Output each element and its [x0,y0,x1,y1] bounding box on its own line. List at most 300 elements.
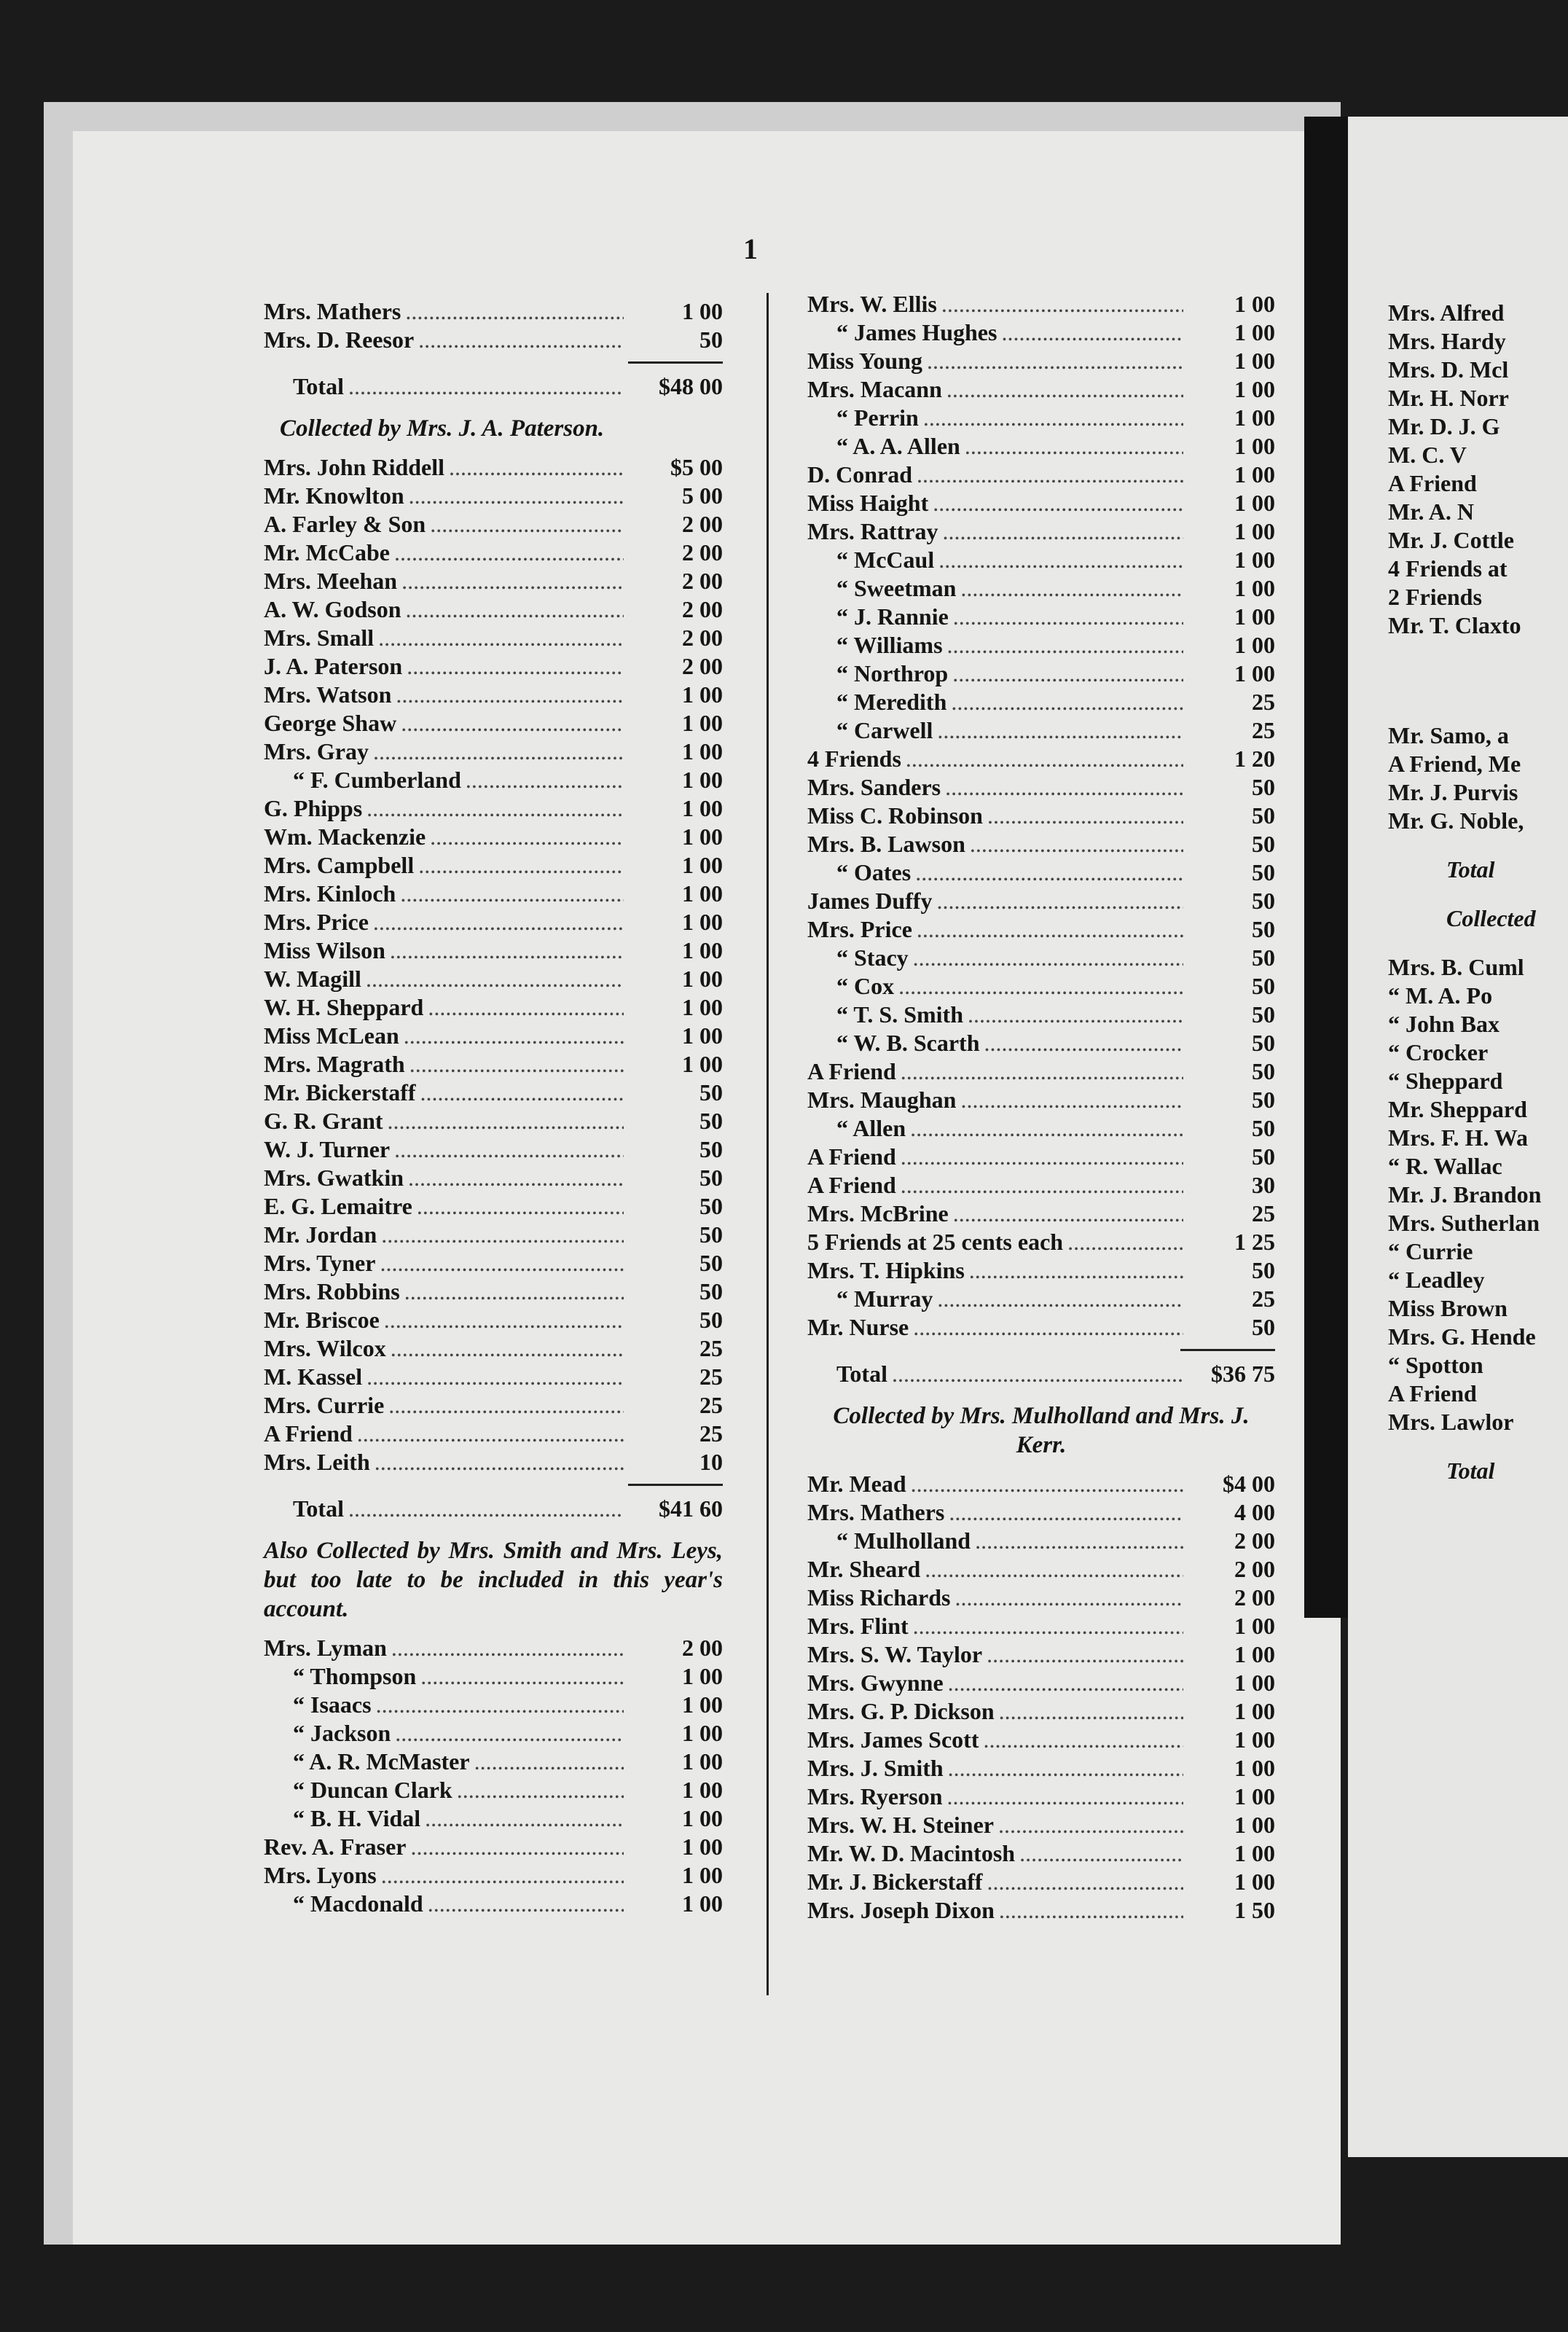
donor-row [264,595,723,624]
entry-amount: 50 [1252,774,1275,800]
partial-entry: Mrs. D. Mcl [1388,356,1509,383]
entry-amount: 1 00 [682,681,723,708]
donor-row [264,1192,723,1221]
leader-dots [418,851,624,880]
leader-dots [407,652,624,681]
entry-amount: 5 00 [682,482,723,509]
entry-amount: 50 [1252,831,1275,857]
leader-dots [388,1107,624,1135]
leader-dots [348,372,624,401]
donor-row [264,326,723,354]
entry-amount: 1 00 [682,880,723,907]
entry-name: Mrs. Ryerson [807,1783,943,1809]
entry-amount: 1 00 [1234,291,1275,317]
entry-amount: 4 00 [1234,1499,1275,1525]
entry-amount: 50 [1252,1001,1275,1028]
total-row [264,372,723,401]
leader-dots [405,297,624,326]
entry-amount: 30 [1252,1172,1275,1198]
leader-dots [417,1192,624,1221]
entry-amount: 2 00 [1234,1584,1275,1611]
donor-row [264,624,723,652]
entry-name: Mr. Sheard [807,1556,921,1582]
entry-amount: 50 [1252,1058,1275,1084]
leader-dots [366,1363,624,1391]
entry-name: “ Allen [836,1115,906,1141]
entry-name: Miss Wilson [264,937,385,963]
entry-name: “ Thompson [293,1663,417,1689]
entry-amount: 1 00 [1234,1840,1275,1866]
entry-amount: 50 [1252,973,1275,999]
leader-dots [430,510,624,539]
entry-name: W. J. Turner [264,1136,391,1162]
entry-name: Mrs. Magrath [264,1051,405,1077]
partial-entry: Mr. Samo, a [1388,722,1509,748]
entry-name: “ T. S. Smith [836,1001,963,1028]
donor-row [807,887,1275,915]
entry-amount: 1 00 [1234,1755,1275,1781]
donor-row [264,1334,723,1363]
partial-entry: Miss Brown [1388,1295,1508,1321]
leader-dots [375,1448,624,1476]
leader-dots [395,1719,624,1748]
leader-dots [983,1726,1183,1754]
entry-name: “ McCaul [836,547,935,573]
partial-entry: Collected [1446,905,1536,931]
leader-dots [960,1086,1183,1114]
entry-amount: 25 [699,1420,723,1447]
entry-name: Mrs. Price [264,909,369,935]
entry-name: Miss McLean [264,1022,399,1049]
entry-amount: 1 00 [1234,376,1275,402]
donor-row [264,737,723,766]
leader-dots [425,1804,624,1833]
entry-name: “ Oates [836,859,912,885]
donor-row [264,1691,723,1719]
partial-entry: “ M. A. Po [1388,982,1493,1009]
entry-name: “ W. B. Scarth [836,1030,980,1056]
entry-amount: 1 00 [1234,1698,1275,1724]
entry-name: M. Kassel [264,1363,363,1390]
entry-amount: 1 00 [1234,433,1275,459]
leader-dots [984,1029,1183,1057]
entry-name: A Friend [264,1420,353,1447]
leader-dots [910,1114,1183,1143]
donor-row [264,851,723,880]
section-heading: Also Collected by Mrs. Smith and Mrs. Leys, but too late to be included in this year's account. [264,1538,723,1622]
donor-row [807,1470,1275,1498]
leader-dots [430,823,624,851]
partial-entry: Mrs. G. Hende [1388,1323,1536,1350]
donor-row [807,1555,1275,1584]
entry-amount: 50 [1252,1030,1275,1056]
donor-row [264,1107,723,1135]
entry-amount: 50 [1252,916,1275,942]
entry-amount: 1 00 [682,823,723,850]
donor-row [807,1171,1275,1200]
partial-entry: M. C. V [1388,442,1467,468]
donor-row [264,936,723,965]
leader-dots [999,1896,1183,1925]
leader-dots [913,944,1183,972]
leader-dots [401,567,624,595]
leader-dots [388,1391,624,1420]
entry-name: Mrs. G. P. Dickson [807,1698,995,1724]
leader-dots [428,1890,624,1918]
entry-name: Miss Richards [807,1584,951,1611]
donor-row [264,1022,723,1050]
leader-dots [898,972,1183,1001]
leader-dots [357,1420,624,1448]
leader-dots [953,1200,1183,1228]
donor-row [807,1029,1275,1057]
donor-row [807,1498,1275,1527]
entry-name: Mrs. Wilcox [264,1335,386,1361]
leader-dots [1001,318,1183,347]
donor-row [264,1249,723,1277]
leader-dots [937,716,1183,745]
entry-name: Mrs. Currie [264,1392,385,1418]
entry-amount: 2 00 [682,511,723,537]
entry-amount: 2 00 [682,539,723,566]
donor-row [807,802,1275,830]
entry-amount: 1 00 [1234,1613,1275,1639]
entry-amount: 50 [1252,1257,1275,1283]
entry-name: Mrs. John Riddell [264,454,445,480]
entry-name: “ Macdonald [293,1890,423,1917]
donor-row [807,432,1275,461]
donor-row [264,908,723,936]
leader-dots [420,1079,624,1107]
leader-dots [396,681,624,709]
entry-amount: 1 00 [1234,632,1275,658]
leader-dots [391,1634,624,1662]
column-2 [807,290,1275,1925]
donor-row [807,660,1275,688]
entry-amount: 2 00 [682,1635,723,1661]
entry-amount: 25 [699,1363,723,1390]
entry-name: Mrs. Meehan [264,568,398,594]
entry-name: Mr. Mead [807,1471,906,1497]
entry-name: “ Jackson [293,1720,391,1746]
entry-amount: 1 00 [682,937,723,963]
entry-name: Total [293,373,344,399]
leader-dots [942,517,1183,546]
entry-amount: 1 00 [682,767,723,793]
donor-row [807,830,1275,858]
entry-amount: 2 00 [682,625,723,651]
entry-name: Mrs. S. W. Taylor [807,1641,983,1667]
donor-row [807,1811,1275,1839]
leader-dots [941,290,1183,318]
donor-row [264,709,723,737]
entry-name: Mrs. Gwatkin [264,1165,404,1191]
entry-amount: 50 [699,326,723,353]
entry-amount: 1 00 [682,738,723,764]
entry-name: A. Farley & Son [264,511,426,537]
leader-dots [474,1748,624,1776]
partial-entry: “ Crocker [1388,1039,1489,1065]
leader-dots [449,453,624,482]
leader-dots [366,965,624,993]
entry-name: “ Duncan Clark [293,1777,452,1803]
entry-amount: 25 [1252,689,1275,715]
leader-dots [968,1001,1183,1029]
leader-dots [381,1861,624,1890]
leader-dots [376,1691,624,1719]
leader-dots [946,375,1183,404]
book-gutter [1304,117,1348,1618]
entry-amount: 1 00 [682,1663,723,1689]
entry-amount: 10 [699,1449,723,1475]
leader-dots [998,1811,1183,1839]
partial-entry: “ R. Wallac [1388,1153,1502,1179]
entry-name: Mrs. Lyons [264,1862,377,1888]
entry-amount: 50 [699,1250,723,1276]
entry-name: Mrs. Leith [264,1449,370,1475]
donor-row [807,1285,1275,1313]
entry-name: Mr. Knowlton [264,482,404,509]
entry-name: G. Phipps [264,795,363,821]
donor-row [264,652,723,681]
donor-row [264,965,723,993]
entry-name: Mrs. Flint [807,1613,909,1639]
entry-name: G. R. Grant [264,1108,383,1134]
donor-row [807,1868,1275,1896]
partial-entry: “ Spotton [1388,1352,1483,1378]
partial-entry: Mr. J. Purvis [1388,779,1518,805]
entry-amount: 1 00 [682,1720,723,1746]
leader-dots [947,1783,1184,1811]
donor-row [264,1277,723,1306]
entry-amount: 25 [699,1392,723,1418]
leader-dots [901,1171,1183,1200]
entry-amount: 1 00 [682,1777,723,1803]
leader-dots [999,1697,1183,1726]
entry-name: Mrs. Watson [264,681,392,708]
column-rule [767,293,769,1995]
donor-row [807,375,1275,404]
entry-name: “ J. Rannie [836,603,949,630]
entry-amount: 1 00 [682,909,723,935]
donor-row [807,517,1275,546]
entry-amount: 2 00 [682,568,723,594]
entry-amount: 1 00 [1234,490,1275,516]
entry-amount: 1 00 [1234,1869,1275,1895]
entry-amount: 50 [1252,1087,1275,1113]
entry-amount: 50 [1252,1314,1275,1340]
entry-name: Mrs. B. Lawson [807,831,965,857]
entry-amount: 1 00 [1234,575,1275,601]
entry-amount: 50 [699,1278,723,1304]
leader-dots [937,1285,1183,1313]
donor-row [264,1776,723,1804]
entry-amount: 50 [699,1079,723,1106]
entry-name: “ Carwell [836,717,933,743]
leader-dots [404,1022,624,1050]
entry-name: W. H. Sheppard [264,994,424,1020]
entry-amount: 25 [1252,1286,1275,1312]
entry-amount: 1 00 [682,1805,723,1831]
entry-name: “ Williams [836,632,943,658]
donor-row [807,972,1275,1001]
entry-amount: 2 00 [682,596,723,622]
donor-row [264,1306,723,1334]
entry-name: George Shaw [264,710,397,736]
entry-amount: 1 00 [682,966,723,992]
entry-amount: 1 00 [1234,348,1275,374]
entry-amount: 1 00 [682,1890,723,1917]
entry-amount: $41 60 [659,1495,723,1522]
donor-row [807,1086,1275,1114]
partial-entry: A Friend [1388,1380,1477,1406]
spacer [1388,681,1568,701]
leader-dots [947,631,1183,660]
donor-row [807,1669,1275,1697]
donor-row [264,794,723,823]
donor-row [264,993,723,1022]
donor-row [807,1143,1275,1171]
entry-name: Mrs. Robbins [264,1278,400,1304]
entry-name: Mrs. Campbell [264,852,415,878]
donor-row [264,1391,723,1420]
donor-row [807,858,1275,887]
donor-row [807,1584,1275,1612]
donor-row [264,297,723,326]
donor-row [264,1079,723,1107]
entry-amount: 1 00 [682,1748,723,1775]
donor-row [807,716,1275,745]
partial-entry: Mrs. Sutherlan [1388,1210,1540,1236]
partial-entry: Mrs. B. Cuml [1388,954,1524,980]
donor-row [807,1527,1275,1555]
entry-name: “ Mulholland [836,1527,971,1554]
leader-dots [901,1143,1183,1171]
leader-dots [391,1334,624,1363]
leader-dots [408,1164,624,1192]
leader-dots [954,1584,1183,1612]
entry-amount: 1 00 [1234,319,1275,345]
section-heading: Collected by Mrs. J. A. Paterson. [280,415,605,442]
leader-dots [1067,1228,1183,1256]
entry-amount: 2 00 [1234,1527,1275,1554]
total-row [264,1495,723,1523]
leader-dots [987,1868,1183,1896]
entry-name: W. Magill [264,966,361,992]
partial-entry: 2 Friends [1388,584,1482,610]
entry-amount: 50 [1252,1115,1275,1141]
entry-name: Mrs. Mathers [264,298,401,324]
donor-row [807,1612,1275,1640]
leader-dots [927,347,1183,375]
leader-dots [970,830,1183,858]
leader-dots [394,1135,624,1164]
column-1 [264,297,723,1918]
entry-amount: 1 00 [1234,461,1275,488]
donor-row [807,1001,1275,1029]
entry-amount: 25 [699,1335,723,1361]
entry-name: Mrs. Gwynne [807,1670,944,1696]
entry-name: J. A. Paterson [264,653,403,679]
donor-row [264,1804,723,1833]
leader-dots [953,603,1183,631]
entry-name: Mr. J. Bickerstaff [807,1869,983,1895]
partial-entry: Mr. Sheppard [1388,1096,1527,1122]
leader-dots [457,1776,624,1804]
entry-name: Mr. McCabe [264,539,390,566]
entry-amount: 1 00 [1234,1726,1275,1753]
leader-dots [390,936,624,965]
leader-dots [373,908,624,936]
leader-dots [378,624,624,652]
entry-name: Miss Haight [807,490,929,516]
partial-entry: Mr. D. J. G [1388,413,1500,439]
entry-amount: 50 [699,1307,723,1333]
entry-amount: 1 00 [682,1051,723,1077]
leader-dots [913,1612,1183,1640]
entry-name: Mrs. J. Smith [807,1755,944,1781]
entry-name: “ F. Cumberland [293,767,461,793]
entry-name: Mrs. James Scott [807,1726,979,1753]
donor-row [807,1896,1275,1925]
entry-name: Mrs. McBrine [807,1200,949,1226]
leader-dots [380,1249,624,1277]
donor-row [807,631,1275,660]
entry-name: Mrs. Price [807,916,912,942]
leader-dots [428,993,624,1022]
entry-name: Wm. Mackenzie [264,823,426,850]
donor-row [264,1164,723,1192]
donor-row [807,347,1275,375]
entry-amount: 1 20 [1234,746,1275,772]
leader-dots [938,546,1183,574]
leader-dots [411,1833,624,1861]
leader-dots [913,1313,1183,1342]
entry-amount: 1 00 [1234,1783,1275,1809]
leader-dots [409,482,624,510]
donor-row [807,944,1275,972]
donor-row [264,510,723,539]
leader-dots [948,1669,1183,1697]
leader-dots [948,1754,1183,1783]
entry-name: Mrs. T. Hipkins [807,1257,965,1283]
leader-dots [466,766,624,794]
entry-amount: 1 00 [1234,1670,1275,1696]
entry-amount: 1 00 [1234,660,1275,686]
donor-row [807,574,1275,603]
leader-dots [915,858,1183,887]
entry-amount: 1 00 [1234,404,1275,431]
leader-dots [901,1057,1183,1086]
leader-dots [348,1495,624,1523]
spacer [1388,835,1568,856]
donor-row [264,1420,723,1448]
donor-row [807,1754,1275,1783]
donor-row [807,1640,1275,1669]
entry-amount: 50 [1252,944,1275,971]
donor-row [264,1634,723,1662]
entry-amount: 50 [699,1193,723,1219]
donor-row [807,745,1275,773]
donor-row [807,603,1275,631]
leader-dots [975,1527,1183,1555]
entry-name: Mrs. W. H. Steiner [807,1812,994,1838]
partial-entry: Mr. J. Cottle [1388,527,1514,553]
leader-dots [933,489,1183,517]
leader-dots [406,595,624,624]
entry-name: Mr. Briscoe [264,1307,380,1333]
donor-row [807,1057,1275,1086]
